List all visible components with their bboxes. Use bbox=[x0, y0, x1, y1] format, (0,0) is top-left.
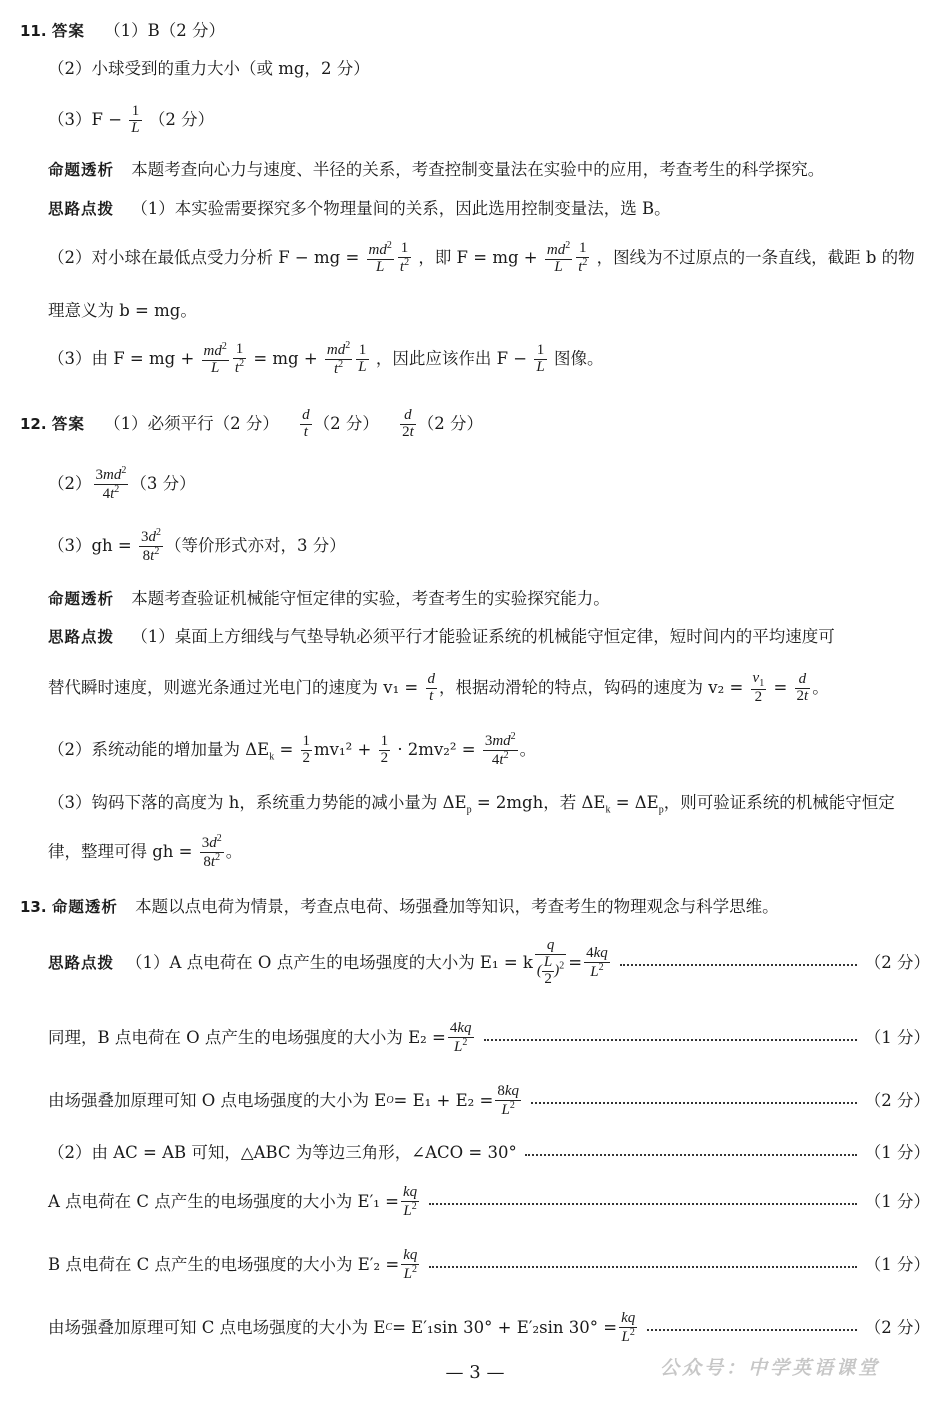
q11-intent-text: 本题考查向心力与速度、半径的关系，考查控制变量法在实验中的应用，考查考生的科学探究。 bbox=[131, 160, 825, 179]
q13-frac-4kq-L2: $\frac{4kq}{L^2}$ bbox=[586, 944, 608, 980]
q12-tips-1-c: ，根据动滑轮的特点，钩码的速度为 v₂ = bbox=[439, 678, 744, 697]
q13-line-1-score: （2 分） bbox=[864, 953, 930, 972]
q13-line-3: 由场强叠加原理可知 O 点电场强度的大小为 E O = E₁ + E₂ = $\frac{8kq}{L^2}$ （2 分） bbox=[48, 1079, 930, 1123]
q12-frac-v1-2: $\frac{v_1}{2}$ bbox=[752, 669, 765, 706]
q12-frac-d-t-b: $\frac{d}{t}$ bbox=[427, 671, 436, 704]
page-number: — 3 — bbox=[445, 1362, 505, 1383]
q13-line-7-b: = E′₁sin 30° + E′₂sin 30° = bbox=[392, 1318, 618, 1337]
q13-line-1-b: = bbox=[568, 953, 583, 972]
q12-answer-2-suffix: （3 分） bbox=[130, 474, 196, 493]
q12-frac-d-2t: $\frac{d}{2t}$ bbox=[402, 407, 414, 440]
q11-frac-md2-L-c: $\frac{md^2}{L}$ bbox=[203, 341, 227, 376]
q11-frac-1-L: $\frac{1}{L}$ bbox=[358, 342, 367, 375]
q13-frac-q-L2-sq: q ( $\frac{L}{2}$ )$^2$ bbox=[536, 937, 565, 987]
q13-line-3-a: 由场强叠加原理可知 O 点电场强度的大小为 E bbox=[48, 1091, 387, 1110]
q12-frac-3d2-8t2-b: $\frac{3d^2}{8t^2}$ bbox=[201, 833, 222, 870]
q11-tips-3-b: = mg + bbox=[253, 349, 318, 368]
q12-intent bbox=[48, 586, 610, 612]
q13-line-2-leader bbox=[484, 1039, 857, 1041]
q13-line-1-leader bbox=[620, 964, 857, 966]
q13-line-3-b: = E₁ + E₂ = bbox=[393, 1091, 494, 1110]
q12-answer-label: 答案 bbox=[51, 415, 85, 433]
q11-intent-label: 命题透析 bbox=[48, 161, 115, 179]
q11-tips-label: 思路点拨 bbox=[48, 200, 115, 218]
q12-frac-3md2-4t2-b: $\frac{3md^2}{4t^2}$ bbox=[484, 731, 516, 768]
q12-frac-d-t: $\frac{d}{t}$ bbox=[302, 407, 310, 440]
q12-tips-3-f: 。 bbox=[225, 842, 243, 861]
q13-frac-kq-L2-b: $\frac{kq}{L^2}$ bbox=[403, 1246, 418, 1282]
q12-tips-1-e: 。 bbox=[812, 678, 829, 697]
q12-tips-3-b: = 2mgh，若 ΔE bbox=[476, 793, 606, 812]
q12-number: 12. bbox=[20, 415, 47, 433]
q12-tips-3: （3）钩码下落的高度为 h，系统重力势能的减小量为 $\Delta E_p = 2mgh$，若 $\Delta E_k = \Delta E_p$，则可验证系统的机械能守恒定 bbox=[48, 793, 895, 816]
watermark: 公众号：中学英语课堂 bbox=[660, 1357, 881, 1379]
q12-tips-1-b: 替代瞬时速度，则遮光条通过光电门的速度为 v₁ = bbox=[48, 678, 419, 697]
q13-line-2-a: 同理，B 点电荷在 O 点产生的电场强度的大小为 E₂ = bbox=[48, 1028, 446, 1047]
q12-frac-3md2-4t2: $\frac{3md^2}{4t^2}$ bbox=[95, 465, 127, 502]
q11-tips-2-b: ，即 F = mg + bbox=[418, 248, 538, 267]
q12-answer-line bbox=[20, 402, 483, 446]
q13-intent-label: 命题透析 bbox=[51, 898, 118, 916]
q12-frac-1-2-b: $\frac{1}{2}$ bbox=[380, 733, 389, 766]
q11-frac-1-L-b: $\frac{1}{L}$ bbox=[536, 342, 545, 375]
q13-tips-label: 思路点拨 bbox=[48, 954, 115, 972]
q13-line-5-leader bbox=[429, 1203, 857, 1205]
q11-tips-3-c: ，因此应该作出 F − bbox=[375, 349, 528, 368]
q13-line-7-a: 由场强叠加原理可知 C 点电场强度的大小为 E bbox=[48, 1318, 386, 1337]
q11-intent bbox=[48, 157, 824, 183]
q12-tips-1-a: （1）桌面上方细线与气垫导轨必须平行才能验证系统的机械能守恒定律，短时间内的平均速度可 bbox=[131, 627, 835, 646]
q11-tips-2 bbox=[48, 236, 915, 280]
q11-answer-3 bbox=[48, 100, 214, 140]
q13-line-4-score: （1 分） bbox=[864, 1143, 930, 1162]
q13-line-6 bbox=[48, 1243, 930, 1287]
q13-line-2-score: （1 分） bbox=[864, 1028, 930, 1047]
q12-answer-3-suffix: （等价形式亦对，3 分） bbox=[165, 536, 346, 555]
q11-answer-2: （2）小球受到的重力大小（或 mg，2 分） bbox=[48, 59, 370, 78]
q12-tips-2: （2）系统动能的增加量为 $\Delta E_k$ = $\frac{1}{2}$ mv₁² + $\frac{1}{2}$ · 2mv₂² = $\frac{3md^2}{4t^2}$ 。 bbox=[48, 731, 537, 768]
q12-tips-3-e: 律，整理可得 gh = bbox=[48, 842, 193, 861]
q13-line-7: 由场强叠加原理可知 C 点电场强度的大小为 E C = E′₁sin 30° + E′₂sin 30° = $\frac{kq}{L^2}$ （2 分） bbox=[48, 1306, 930, 1350]
q13-line-1 bbox=[48, 930, 930, 996]
q12-frac-1-2: $\frac{1}{2}$ bbox=[302, 733, 311, 766]
q11-frac-1-t2: $\frac{1}{t^2}$ bbox=[399, 240, 410, 275]
q11-answer-3-prefix: （3）F − bbox=[48, 110, 123, 129]
q12-answer-1-c: （2 分） bbox=[417, 414, 484, 433]
q13-line-5 bbox=[48, 1180, 930, 1224]
q12-frac-d-2t-b: $\frac{d}{2t}$ bbox=[796, 671, 809, 704]
q12-tips-label: 思路点拨 bbox=[48, 628, 115, 646]
q13-frac-4kq-L2-b: $\frac{4kq}{L^2}$ bbox=[449, 1019, 472, 1055]
q13-number: 13. bbox=[20, 898, 47, 916]
q11-tips-1-text: （1）本实验需要探究多个物理量间的关系，因此选用控制变量法，选 B。 bbox=[131, 199, 671, 218]
q13-line-4 bbox=[48, 1140, 930, 1166]
q12-tips-1-d: = bbox=[773, 678, 788, 697]
q13-frac-kq-L2-c: $\frac{kq}{L^2}$ bbox=[621, 1309, 636, 1345]
q11-frac-md2-t2: $\frac{md^2}{t^2}$ bbox=[326, 340, 351, 377]
q13-line-5-score: （1 分） bbox=[864, 1192, 930, 1211]
q11-frac-1-t2-b: $\frac{1}{t^2}$ bbox=[578, 240, 588, 275]
q12-tips-2-b: = bbox=[279, 740, 294, 759]
q13-line-3-score: （2 分） bbox=[864, 1091, 930, 1110]
q12-tips-3-a: （3）钩码下落的高度为 h，系统重力势能的减小量为 ΔE bbox=[48, 793, 467, 812]
q11-answer-3-suffix: （2 分） bbox=[148, 110, 215, 129]
q12-tips-2-d: · 2mv₂² = bbox=[397, 740, 476, 759]
q12-answer-2-prefix: （2） bbox=[48, 474, 92, 493]
q11-tips-2-c: ，图线为不过原点的一条直线，截距 b 的物 bbox=[596, 248, 915, 267]
q13-line-7-score: （2 分） bbox=[864, 1318, 930, 1337]
q11-frac-1-over-L: $\frac{1}{L}$ bbox=[131, 103, 140, 136]
q12-tips-2-a: （2）系统动能的增加量为 ΔE bbox=[48, 740, 270, 759]
q12-tips-3-d: ，则可验证系统的机械能守恒定 bbox=[663, 793, 895, 812]
q11-tips-1 bbox=[48, 196, 671, 222]
q12-tips-1-cont bbox=[48, 666, 829, 710]
q12-intent-label: 命题透析 bbox=[48, 590, 115, 608]
q12-answer-2 bbox=[48, 462, 196, 506]
q11-answer-1: （1）B（2 分） bbox=[104, 21, 225, 40]
q12-tips-2-e: 。 bbox=[519, 740, 537, 759]
q13-line-7-leader bbox=[647, 1329, 857, 1331]
q12-tips-1 bbox=[48, 624, 835, 650]
q12-tips-2-c: mv₁² + bbox=[314, 740, 372, 759]
q13-frac-kq-L2: $\frac{kq}{L^2}$ bbox=[403, 1183, 418, 1219]
q12-answer-1-b: （2 分） bbox=[313, 414, 379, 433]
q11-tips-3 bbox=[48, 337, 603, 381]
q12-frac-3d2-8t2: $\frac{3d^2}{8t^2}$ bbox=[141, 527, 162, 564]
q13-line-6-score: （1 分） bbox=[864, 1255, 930, 1274]
q13-line-6-a: B 点电荷在 C 点产生的电场强度的大小为 E′₂ = bbox=[48, 1255, 400, 1274]
q13-line-2 bbox=[48, 1016, 930, 1060]
q12-answer-3 bbox=[48, 524, 346, 568]
q11-frac-md2-L: $\frac{md^2}{L}$ bbox=[368, 240, 392, 275]
q12-answer-1-a: （1）必须平行（2 分） bbox=[104, 414, 279, 433]
q11-tips-2-a: （2）对小球在最低点受力分析 F − mg = bbox=[48, 248, 360, 267]
q11-number: 11. bbox=[20, 22, 47, 40]
q13-line-6-leader bbox=[429, 1266, 856, 1268]
q13-line-1-a: （1）A 点电荷在 O 点产生的电场强度的大小为 E₁ = k bbox=[126, 953, 533, 972]
q11-tips-3-a: （3）由 F = mg + bbox=[48, 349, 195, 368]
q13-line-5-a: A 点电荷在 C 点产生的电场强度的大小为 E′₁ = bbox=[48, 1192, 399, 1211]
q12-tips-3-cont bbox=[48, 830, 242, 874]
q11-tips-3-d: 图像。 bbox=[553, 349, 604, 368]
q12-tips-3-c: = ΔE bbox=[615, 793, 659, 812]
q13-intent bbox=[20, 894, 779, 920]
q11-frac-1-t2-c: $\frac{1}{t^2}$ bbox=[234, 341, 245, 376]
q12-intent-text: 本题考查验证机械能守恒定律的实验，考查考生的实验探究能力。 bbox=[131, 589, 610, 608]
q11-answer-label: 答案 bbox=[51, 22, 85, 40]
q11-frac-md2-L-b: $\frac{md^2}{L}$ bbox=[546, 240, 571, 275]
q11-answer-line bbox=[20, 18, 225, 44]
q13-line-3-leader bbox=[531, 1102, 857, 1104]
q13-frac-8kq-L2: $\frac{8kq}{L^2}$ bbox=[497, 1082, 519, 1118]
q11-tips-2-d: 理意义为 b = mg。 bbox=[48, 301, 197, 320]
q13-line-4-a: （2）由 AC = AB 可知，△ABC 为等边三角形，∠ACO = 30° bbox=[48, 1143, 517, 1162]
q13-line-4-leader bbox=[525, 1154, 857, 1156]
q12-answer-3-prefix: （3）gh = bbox=[48, 536, 132, 555]
q13-intent-text: 本题以点电荷为情景，考查点电荷、场强叠加等知识，考查考生的物理观念与科学思维。 bbox=[135, 897, 779, 916]
